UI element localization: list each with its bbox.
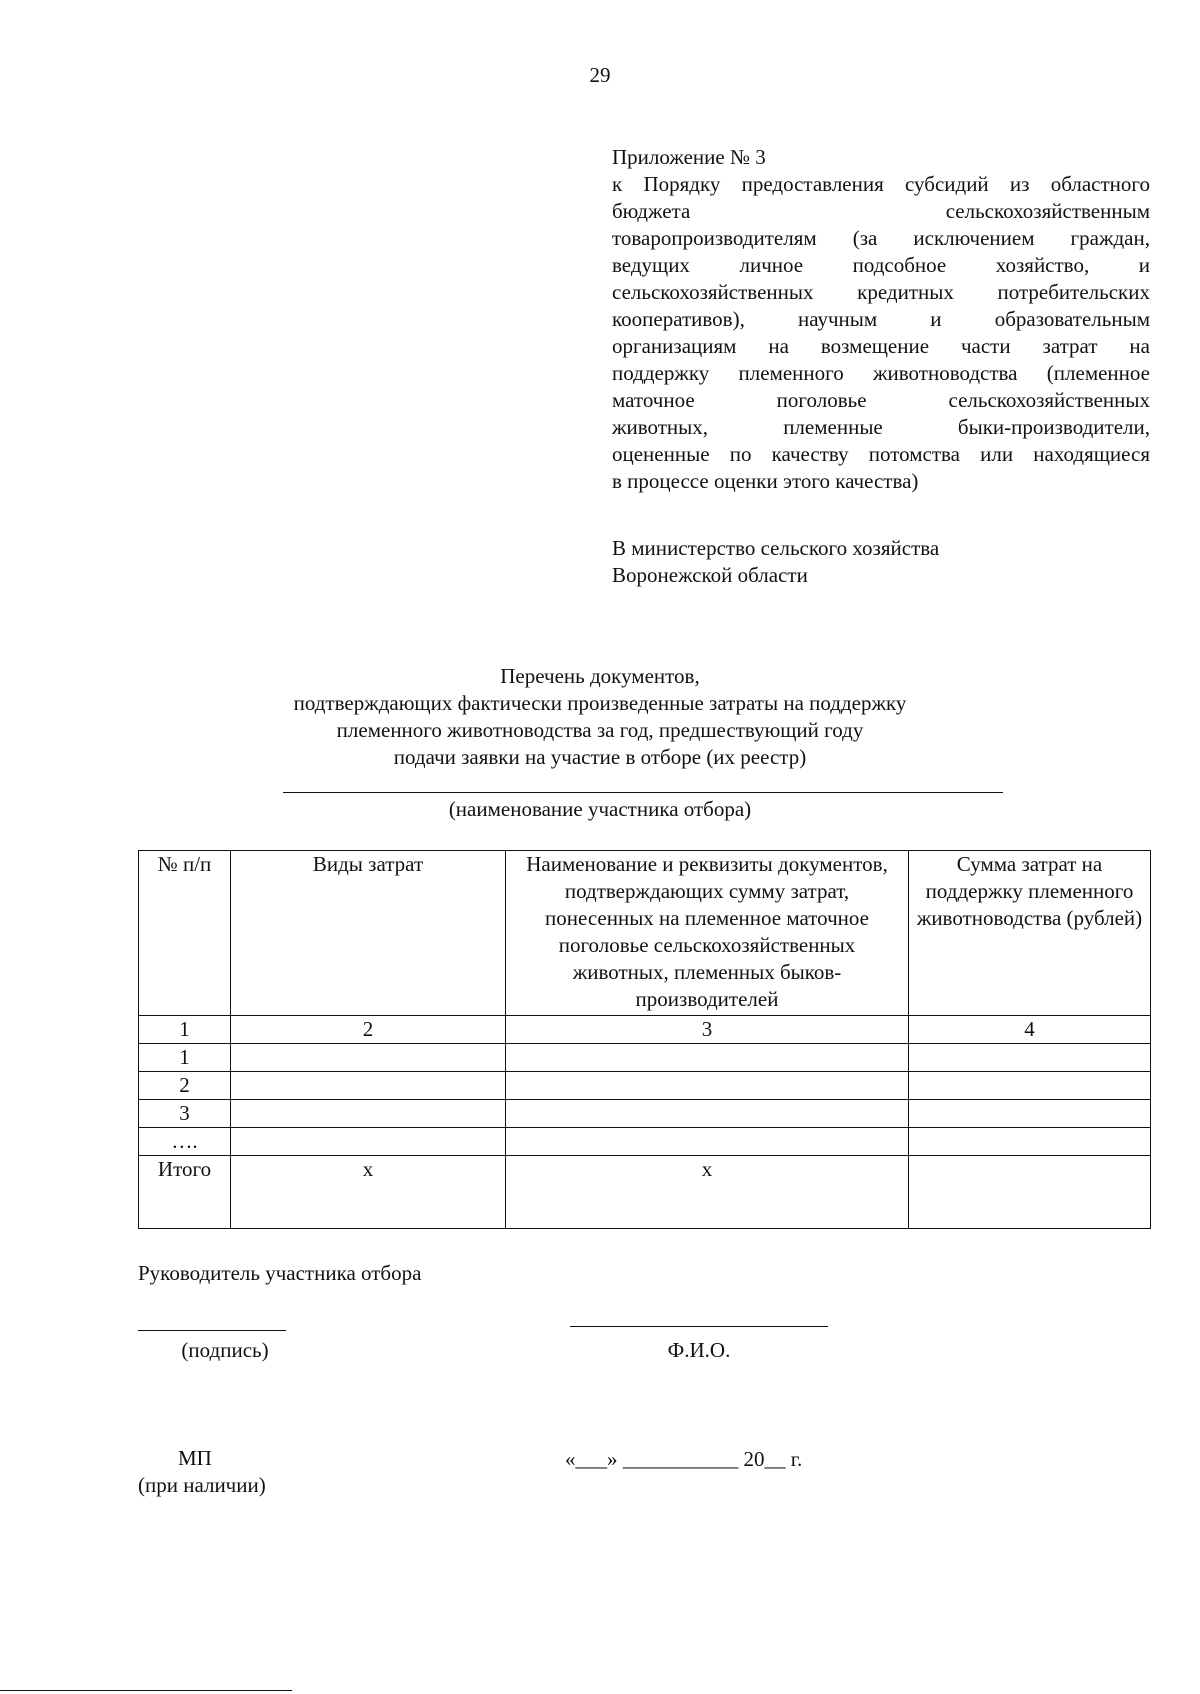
table-row	[139, 1100, 1151, 1128]
title-line-4: подачи заявки на участие в отборе (их реестр)	[393, 745, 807, 769]
appendix-note	[612, 144, 1150, 495]
table-cell: 2	[139, 1072, 231, 1100]
appendix-line: животных, племенные быки-производители,	[612, 415, 1150, 439]
column-number: 3	[506, 1016, 909, 1044]
header-amount: Сумма затрат на поддержку племенного животноводства (рублей)	[909, 851, 1151, 1016]
head-label: Руководитель участника отбора	[138, 1261, 422, 1285]
addressee	[612, 535, 1152, 589]
page-number: 29	[589, 63, 611, 87]
appendix-line: к Порядку предоставления субсидий из областного	[612, 172, 1150, 196]
total-amount	[909, 1156, 1151, 1229]
table-cell	[506, 1128, 909, 1156]
table-cell	[909, 1128, 1151, 1156]
title-line-1: Перечень документов,	[500, 664, 700, 688]
total-label: Итого	[139, 1156, 231, 1229]
appendix-line: в процессе оценки этого качества)	[612, 469, 919, 493]
appendix-line: ведущих личное подсобное хозяйство, и	[612, 253, 1150, 277]
table-cell	[506, 1044, 909, 1072]
table-header-row	[139, 851, 1151, 1016]
column-number: 2	[231, 1016, 506, 1044]
table-cell	[909, 1100, 1151, 1128]
document-title	[0, 663, 1200, 771]
header-number: № п/п	[139, 851, 231, 1016]
table-cell: ….	[139, 1128, 231, 1156]
name-caption: Ф.И.О.	[667, 1338, 731, 1362]
table-cell	[231, 1072, 506, 1100]
table-cell	[231, 1100, 506, 1128]
expense-registry-table	[138, 850, 1151, 1229]
table-cell	[231, 1044, 506, 1072]
appendix-line: маточное поголовье сельскохозяйственных	[612, 388, 1150, 412]
title-line-2: подтверждающих фактически произведенные затраты на поддержку	[293, 691, 907, 715]
table-cell: 3	[139, 1100, 231, 1128]
appendix-line: кооперативов), научным и образовательным	[612, 307, 1150, 331]
total-cell: х	[231, 1156, 506, 1229]
table-row	[139, 1128, 1151, 1156]
appendix-line: оцененные по качеству потомства или находящиеся	[612, 442, 1150, 466]
total-cell: х	[506, 1156, 909, 1229]
table-cell	[506, 1100, 909, 1128]
header-documents: Наименование и реквизиты документов, подтверждающих сумму затрат, понесенных на племенное маточное поголовье сельскохозяйственных животных, племенных быков-производителей	[506, 851, 909, 1016]
column-number: 1	[139, 1016, 231, 1044]
appendix-line: организациям на возмещение части затрат на	[612, 334, 1150, 358]
appendix-line: Приложение № 3	[612, 145, 766, 169]
column-number-row	[139, 1016, 1151, 1044]
table-cell	[231, 1128, 506, 1156]
addressee-line-1: В министерство сельского хозяйства	[612, 536, 940, 560]
name-line	[570, 1326, 828, 1327]
appendix-line: сельскохозяйственных кредитных потребительских	[612, 280, 1150, 304]
total-row	[139, 1156, 1151, 1229]
signature-line	[138, 1330, 286, 1331]
header-expense-type: Виды затрат	[231, 851, 506, 1016]
footnote-divider	[0, 1690, 292, 1691]
date-field: «___» ___________ 20__ г.	[565, 1447, 803, 1471]
participant-name-line	[283, 792, 1003, 793]
title-line-3: племенного животноводства за год, предшествующий году	[336, 718, 864, 742]
stamp-note: (при наличии)	[138, 1473, 266, 1497]
stamp-label: МП	[178, 1446, 212, 1470]
column-number: 4	[909, 1016, 1151, 1044]
table-row	[139, 1072, 1151, 1100]
table-row	[139, 1044, 1151, 1072]
table-cell	[909, 1044, 1151, 1072]
table-cell	[909, 1072, 1151, 1100]
addressee-line-2: Воронежской области	[612, 563, 808, 587]
participant-caption: (наименование участника отбора)	[448, 797, 752, 821]
appendix-line: товаропроизводителям (за исключением граждан,	[612, 226, 1150, 250]
appendix-line: поддержку племенного животноводства (племенное	[612, 361, 1150, 385]
table-cell: 1	[139, 1044, 231, 1072]
table-cell	[506, 1072, 909, 1100]
signature-caption: (подпись)	[181, 1338, 269, 1362]
appendix-line: бюджета сельскохозяйственным	[612, 199, 1150, 223]
